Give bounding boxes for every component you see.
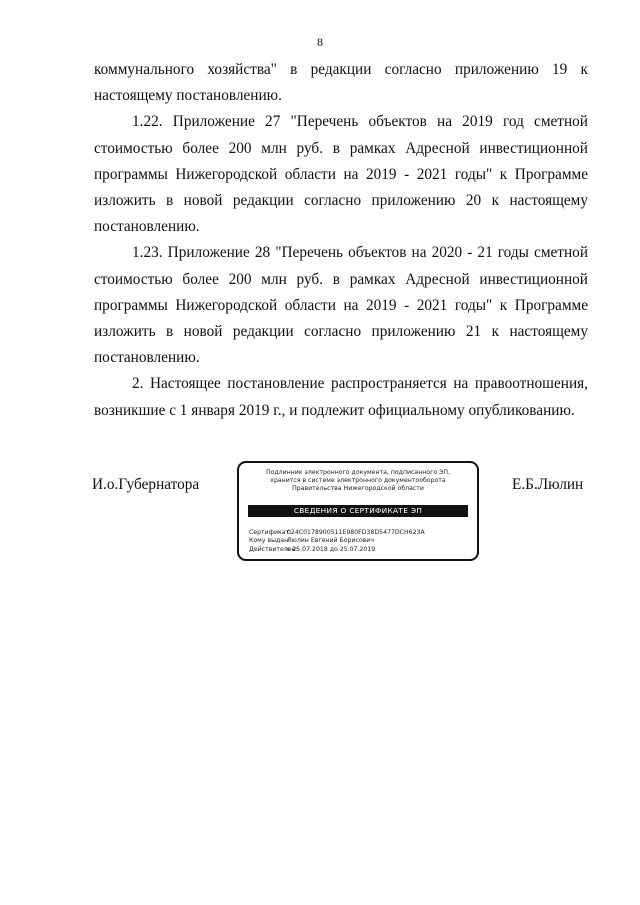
stamp-notice-line: хранится в системе электронного документооборота [270, 477, 446, 485]
stamp-details [249, 529, 425, 554]
paragraph-item-1-22: 1.22. Приложение 27 "Перечень объектов на 2019 год сметной стоимостью более 200 млн руб. в рамках Адресной инвестиционной программы Нижегородской области на 2019 - 2021 годы" к Программе изложить в новой редакции согласно приложению 20 к настоящему постановлению. [94, 113, 588, 236]
page-number: 8 [317, 35, 323, 49]
certificate-label: Действителен: [249, 545, 298, 553]
certificate-label: Кому выдан: [249, 537, 291, 545]
signer-name: Е.Б.Люлин [512, 476, 584, 493]
signer-position: И.о.Губернатора [92, 476, 200, 493]
paragraph-continuation: коммунального хозяйства" в редакции согласно приложению 19 к настоящему постановлению. [94, 61, 588, 105]
electronic-signature-stamp [237, 461, 479, 561]
certificate-validity: с 25.07.2018 до 25.07.2019 [286, 545, 376, 553]
paragraph-item-2: 2. Настоящее постановление распространяется на правоотношения, возникшие с 1 января 2019 г., и подлежит официальному опубликованию. [94, 375, 588, 419]
certificate-owner: Люлин Евгений Борисович [286, 537, 374, 545]
stamp-notice [239, 469, 477, 494]
stamp-notice-line: Правительства Нижегородской области [292, 485, 424, 493]
certificate-label: Сертификат: [249, 529, 292, 536]
paragraph-item-1-23: 1.23. Приложение 28 "Перечень объектов на 2020 - 21 годы сметной стоимостью более 200 млн руб. в рамках Адресной инвестиционной программы Нижегородской области на 2019 - 2021 годы" к Программе изложить в новой редакции согласно приложению 21 к настоящему постановлению. [94, 244, 588, 367]
document-body [94, 57, 588, 424]
stamp-notice-line: Подлинник электронного документа, подписанного ЭП, [265, 469, 451, 476]
certificate-number: 024C0178900511E980FD38D5477DCH623A [286, 529, 425, 536]
certificate-row [249, 546, 425, 554]
certificate-row [249, 537, 425, 545]
stamp-header: СВЕДЕНИЯ О СЕРТИФИКАТЕ ЭП [248, 505, 468, 517]
